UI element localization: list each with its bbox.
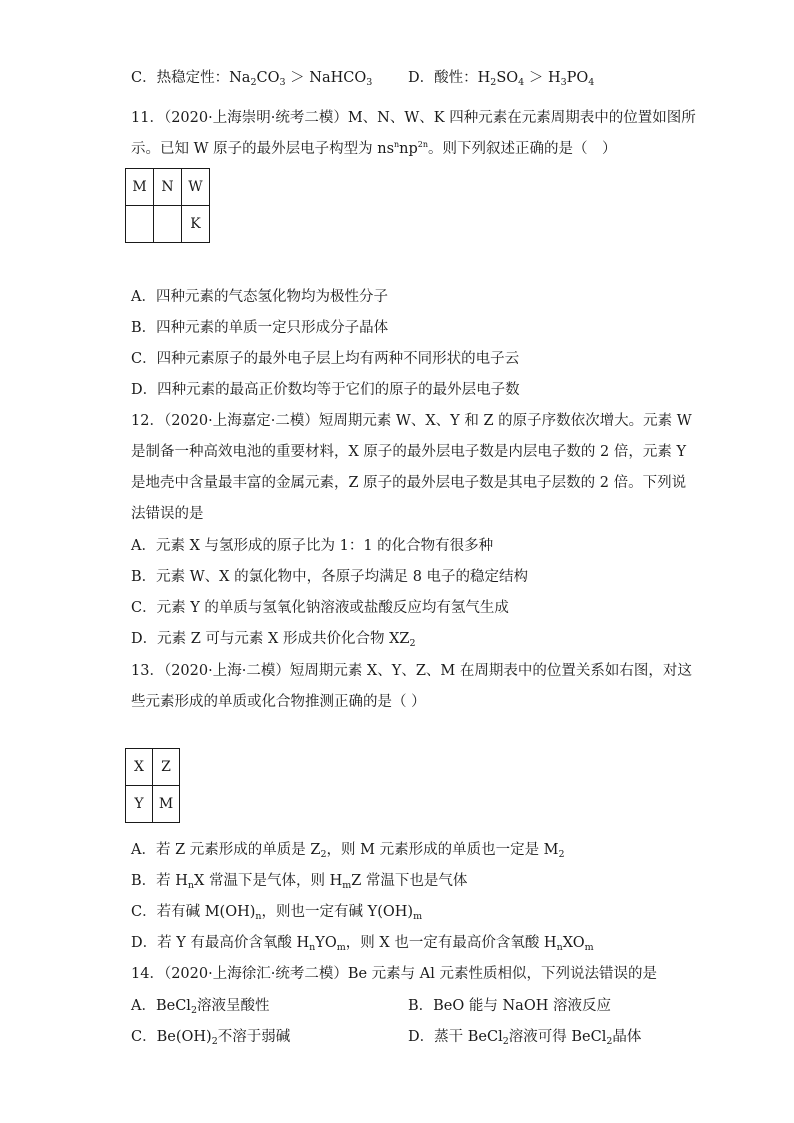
table-cell: K [182,206,210,243]
q12-option-c: C．元素 Y 的单质与氢氧化钠溶液或盐酸反应均有氢气生成 [131,600,509,616]
table-cell: Y [126,786,153,823]
q11-stem-line1: 11．（2020·上海崇明·统考二模）M、N、W、K 四种元素在元素周期表中的位置如图所 [131,110,696,126]
q13-stem-line2: 些元素形成的单质或化合物推测正确的是（ ） [131,694,426,710]
q11-option-d: D．四种元素的最高正价数均等于它们的原子的最外层电子数 [131,382,520,398]
q10-option-d: D．酸性：$H_2SO_4 > H_3PO_4$ [408,70,595,88]
q13-option-a: A．若 Z 元素形成的单质是 $Z_2$，则 M 元素形成的单质也一定是 $M_2$ [131,842,565,860]
q12-option-d: D．元素 Z 可与元素 X 形成共价化合物 $XZ_2$ [131,631,416,649]
q12-stem-line2: 是制备一种高效电池的重要材料，X 原子的最外层电子数是内层电子数的 2 倍，元素 Y [131,444,687,460]
q11-option-a: A．四种元素的气态氢化物均为极性分子 [131,289,388,305]
q14-option-a: A．BeCl$_2$溶液呈酸性 [131,998,270,1016]
q12-stem-line1: 12．（2020·上海嘉定·二模）短周期元素 W、X、Y 和 Z 的原子序数依次增大。元素 W [131,413,692,429]
q11-stem-line2: 示。已知 W 原子的最外层电子构型为 $ns^nnp^{2n}$。则下列叙述正确的是（ ） [131,140,617,157]
table-cell: W [182,169,210,206]
q13-stem-line1: 13．（2020·上海·二模）短周期元素 X、Y、Z、M 在周期表中的位置关系如右图，对这 [131,663,692,679]
q13-option-d: D．若 Y 有最高价含氧酸 $H_nYO_m$，则 X 也一定有最高价含氧酸 $H_nXO_m$ [131,935,594,953]
q12-stem-line3: 是地壳中含量最丰富的金属元素，Z 原子的最外层电子数是其电子层数的 2 倍。下列说 [131,475,687,491]
q11-option-b: B．四种元素的单质一定只形成分子晶体 [131,320,389,336]
q10-option-c: C．热稳定性：$Na_2CO_3$ ＞ NaHCO$_3$ [131,70,373,88]
q12-stem-line4: 法错误的是 [131,506,204,522]
q11-periodic-table [125,168,210,243]
q11-option-c: C．四种元素原子的最外电子层上均有两种不同形状的电子云 [131,351,520,367]
table-cell: M [126,169,154,206]
q14-option-b: B．BeO 能与 NaOH 溶液反应 [408,998,611,1014]
table-cell: M [153,786,180,823]
q14-option-c: C．$Be(OH)_2$不溶于弱碱 [131,1029,291,1047]
q14-stem-line1: 14．（2020·上海徐汇·统考二模）Be 元素与 Al 元素性质相似，下列说法错误的是 [131,966,657,982]
table-cell: X [126,749,153,786]
q14-option-d: D．蒸干 BeCl$_2$溶液可得 BeCl$_2$晶体 [408,1029,642,1047]
q12-option-a: A．元素 X 与氢形成的原子比为 1：1 的化合物有很多种 [131,538,494,554]
table-cell: Z [153,749,180,786]
table-cell: N [154,169,182,206]
q12-option-b: B．元素 W、X 的氯化物中，各原子均满足 8 电子的稳定结构 [131,569,529,585]
table-cell [154,206,182,243]
q13-periodic-table [125,748,180,823]
q13-option-c: C．若有碱 $M(OH)_n$，则也一定有碱 $Y(OH)_m$ [131,904,423,922]
table-cell [126,206,154,243]
q13-option-b: B．若 $H_nX$ 常温下是气体，则 $H_mZ$ 常温下也是气体 [131,873,468,891]
